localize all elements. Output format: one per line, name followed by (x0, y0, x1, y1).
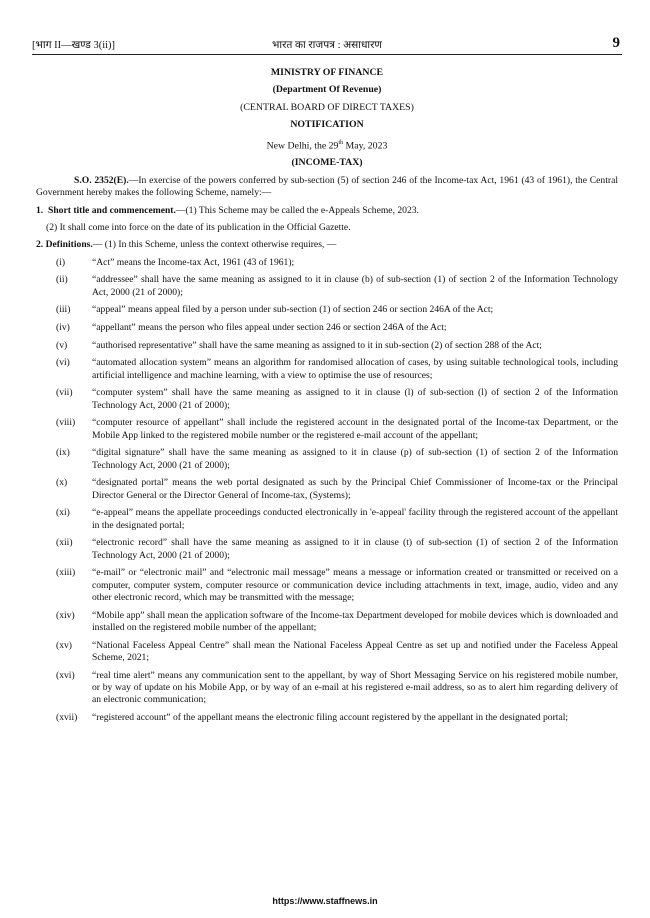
section-1-subsection-2: (2) It shall come into force on the date of its publication in the Official Gazette. (46, 221, 351, 233)
definition-item (36, 507, 618, 532)
definition-label: (vii) (56, 387, 73, 399)
notification-title: NOTIFICATION (290, 119, 364, 131)
definition-label: (i) (56, 256, 66, 268)
definition-item (36, 322, 618, 334)
definition-text: “e-appeal” means the appellate proceedings conducted electronically in 'e-appeal' facility through the registered account of the appellant in the designated portal; (92, 507, 618, 531)
section-2 (36, 239, 618, 251)
definition-text: “e-mail” or “electronic mail” and “electronic mail message” means a message or information created or transmitted or received on a computer, computer system, computer resource or communication device including attachments in text, image, audio, video and any other electronic record, which may be transmitted with the message; (92, 567, 618, 603)
definition-label: (viii) (56, 417, 76, 429)
section-1-text: —(1) This Scheme may be called the e-Appeals Scheme, 2023. (175, 204, 419, 216)
definition-text: “appellant” means the person who files appeal under section 246 or section 246A of the Act; (92, 321, 447, 333)
section-2-number: 2. (36, 239, 44, 251)
dateline (36, 137, 618, 153)
section-1-title: Short title and commencement. (48, 204, 176, 216)
definition-item (36, 357, 618, 382)
dateline-prefix: New Delhi, the 29 (266, 139, 339, 151)
definition-label: (ix) (56, 447, 70, 459)
definition-item (36, 340, 618, 352)
definition-item (36, 670, 618, 707)
document-body (36, 67, 618, 730)
so-number: S.O. 2352(E). (74, 174, 129, 186)
definition-item (36, 640, 618, 665)
definition-item (36, 537, 618, 562)
definition-label: (xi) (56, 507, 70, 519)
definition-text: “real time alert” means any communication sent to the appellant, by way of Short Messaging Service on his registered mobile number, or by way of update on his Mobile App, or by way of an e-mail at his registered e-mail address, so as to alert him regarding delivery of an electronic communication; (92, 669, 618, 706)
subject-heading: (INCOME-TAX) (291, 157, 363, 169)
section-2-title: Definitions. (45, 239, 93, 251)
page-number: 9 (612, 35, 620, 51)
definition-text: “Mobile app” shall mean the application software of the Income-tax Department developed for mobile devices which is downloaded and installed on the registered mobile number of the appellant; (92, 609, 618, 633)
definition-label: (v) (56, 339, 68, 351)
section-1 (36, 205, 618, 217)
definition-label: (xiv) (56, 609, 75, 621)
ministry-heading: MINISTRY OF FINANCE (270, 67, 384, 78)
dateline-suffix: May, 2023 (343, 139, 388, 151)
header-gazette-title: भारत का राजपत्र : असाधारण (271, 40, 383, 51)
definitions-list (36, 257, 618, 725)
definition-item (36, 417, 618, 442)
definition-label: (xiii) (56, 567, 76, 579)
definition-text: “automated allocation system” means an algorithm for randomised allocation of cases, by using suitable technological tools, including artificial intelligence and machine learning, with a view to optimise the use of resources; (92, 357, 618, 381)
dateline-sup: th (338, 139, 344, 146)
section-1-number: 1. (36, 204, 44, 216)
definition-label: (x) (56, 477, 68, 489)
definition-label: (iv) (56, 321, 70, 333)
definition-label: (xii) (56, 537, 73, 549)
definition-text: “National Faceless Appeal Centre” shall mean the National Faceless Appeal Centre as set up and notified under the Faceless Appeal Scheme, 2021; (92, 639, 618, 663)
definition-text: “computer system” shall have the same meaning as assigned to it in clause (l) of sub-section (l) of section 2 of the Information Technology Act, 2000 (21 of 2000); (92, 387, 618, 411)
definition-item (36, 387, 618, 412)
definition-item (36, 304, 618, 316)
definition-item (36, 257, 618, 269)
definition-label: (iii) (56, 304, 71, 316)
definition-text: “authorised representative” shall have the same meaning as assigned to it in sub-section (2) of section 288 of the Act; (92, 339, 542, 351)
definition-text: “electronic record” shall have the same meaning as assigned to it in clause (t) of sub-section (1) of section 2 of the Information Technology Act, 2000 (21 of 2000); (92, 537, 618, 561)
definition-item (36, 477, 618, 502)
definition-label: (xvi) (56, 669, 75, 681)
definition-text: “digital signature” shall have the same meaning as assigned to it in clause (p) of sub-section (1) of section 2 of the Information Technology Act, 2000 (21 of 2000); (92, 447, 618, 471)
definition-text: “registered account” of the appellant means the electronic filing account registered by the appellant in the designated portal; (92, 711, 569, 723)
definition-item (36, 274, 618, 299)
definition-label: (xv) (56, 639, 72, 651)
definition-item (36, 567, 618, 604)
definition-item (36, 447, 618, 472)
header-part-section: [भाग II—खण्ड 3(ii)] (32, 40, 116, 51)
definition-label: (xvii) (56, 711, 78, 723)
preamble-text: —In exercise of the powers conferred by sub-section (5) of section 246 of the Income-tax Act, 1961 (43 of 1961), the Central Government hereby makes the following Scheme, namely:— (36, 174, 618, 199)
definition-item (36, 712, 618, 724)
preamble (36, 175, 618, 200)
definition-text: “designated portal” means the web portal designated as such by the Principal Chief Commissioner of Income-tax or the Principal Director General or the Director General of Income-tax, (Systems); (92, 477, 618, 501)
definition-text: “addressee” shall have the same meaning as assigned to it in clause (b) of sub-section (1) of section 2 of the Information Technology Act, 2000 (21 of 2000); (92, 274, 618, 298)
footer-source-url: https://www.staffnews.in (272, 896, 378, 906)
department-heading: (Department Of Revenue) (272, 84, 382, 96)
definition-text: “Act” means the Income-tax Act, 1961 (43 of 1961); (92, 256, 295, 268)
definition-item (36, 610, 618, 635)
definition-text: “computer resource of appellant” shall include the registered account in the designated portal of the Income-tax Department, or the Mobile App linked to the registered mobile number or the registered e-mail account of the appellant; (92, 417, 618, 441)
definition-label: (ii) (56, 274, 68, 286)
definition-label: (vi) (56, 357, 70, 369)
section-2-text: — (1) In this Scheme, unless the context otherwise requires, — (92, 239, 337, 251)
board-heading: (CENTRAL BOARD OF DIRECT TAXES) (240, 101, 414, 113)
running-header (32, 35, 622, 55)
definition-text: “appeal” means appeal filed by a person under sub-section (1) of section 246 or section 246A of the Act; (92, 304, 494, 316)
